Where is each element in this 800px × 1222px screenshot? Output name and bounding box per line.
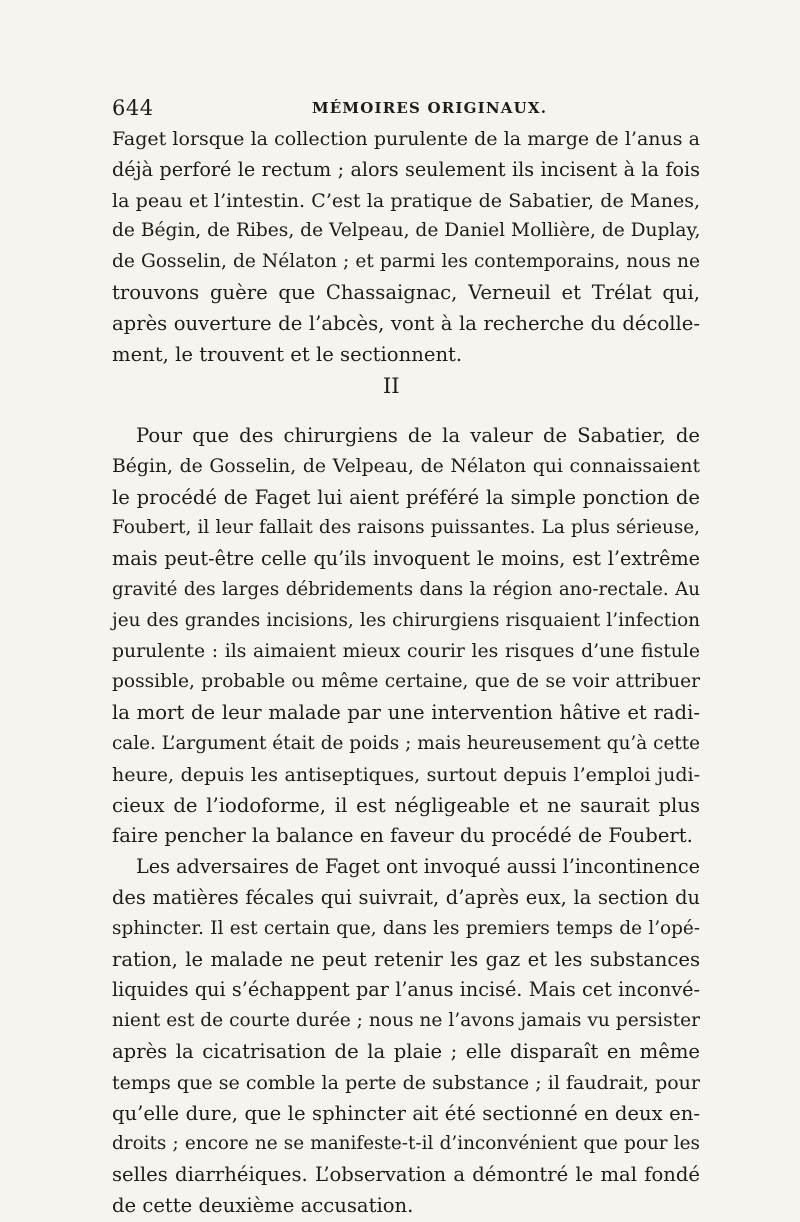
text-line: Bégin, de Gosselin, de Velpeau, de Nélaton qui connaissaient	[112, 455, 700, 477]
text-line: temps que se comble la perte de substance ; il faudrait, pour	[112, 1071, 700, 1094]
text-line: après ouverture de l’abcès, vont à la recherche du décolle-	[112, 311, 700, 335]
text-line: liquides qui s’échappent par l’anus incisé. Mais cet inconvé-	[112, 978, 700, 1002]
page-number: 644	[112, 96, 154, 120]
text-line: de cette deuxième accusation.	[112, 1193, 414, 1217]
text-line: gravité des larges débridements dans la région ano-rectale. Au	[112, 578, 700, 600]
text-line: heure, depuis les antiseptiques, surtout depuis l’emploi judi-	[112, 763, 700, 786]
text-line: Pour que des chirurgiens de la valeur de Sabatier, de	[136, 424, 700, 447]
text-line: après la cicatrisation de la plaie ; elle disparaît en même	[112, 1039, 700, 1063]
text-line: la peau et l’intestin. C’est la pratique de Sabatier, de Manes,	[112, 189, 700, 212]
text-line: purulente : ils aimaient mieux courir les risques d’une fistule	[112, 640, 700, 662]
text-line: ration, le malade ne peut retenir les gaz et les substances	[112, 947, 700, 971]
text-line: cieux de l’iodoforme, il est négligeable et ne saurait plus	[112, 793, 700, 817]
text-line: déjà perforé le rectum ; alors seulement ils incisent à la fois	[112, 157, 700, 181]
section-body	[112, 421, 700, 1222]
text-line: cale. L’argument était de poids ; mais heureusement qu’à cette	[112, 732, 700, 754]
text-line: Faget lorsque la collection purulente de la marge de l’anus a	[112, 128, 700, 150]
running-head	[112, 96, 698, 122]
text-line: de Gosselin, de Nélaton ; et parmi les contemporains, nous ne	[112, 251, 700, 273]
text-line: mais peut-être celle qu’ils invoquent le moins, est l’extrême	[112, 547, 700, 571]
text-line: jeu des grandes incisions, les chirurgiens risquaient l’infection	[112, 609, 700, 631]
text-line: sphincter. Il est certain que, dans les premiers temps de l’opé-	[112, 917, 700, 939]
text-line: selles diarrhéiques. L’observation a démontré le mal fondé	[112, 1163, 700, 1187]
text-line: Les adversaires de Faget ont invoqué aussi l’incontinence	[136, 855, 700, 879]
text-line: trouvons guère que Chassaignac, Verneuil et Trélat qui,	[112, 280, 700, 304]
text-line: faire pencher la balance en faveur du procédé de Foubert.	[112, 824, 693, 848]
section-heading: II	[383, 374, 400, 398]
text-line: des matières fécales qui suivrait, d’après eux, la section du	[112, 885, 700, 909]
text-line: qu’elle dure, que le sphincter ait été sectionné en deux en-	[112, 1101, 700, 1125]
text-line: Foubert, il leur fallait des raisons puissantes. La plus sérieuse,	[112, 517, 700, 539]
text-line: ment, le trouvent et le sectionnent.	[112, 342, 463, 366]
text-line: la mort de leur malade par une intervention hâtive et radi-	[112, 701, 700, 725]
text-line: de Bégin, de Ribes, de Velpeau, de Daniel Mollière, de Duplay,	[112, 220, 701, 242]
text-line: nient est de courte durée ; nous ne l’avons jamais vu persister	[112, 1010, 700, 1032]
running-head-title: MÉMOIRES ORIGINAUX.	[312, 99, 548, 117]
paragraph-continued	[112, 124, 700, 370]
text-line: droits ; encore ne se manifeste-t-il d’inconvénient que pour les	[112, 1133, 700, 1155]
text-line: le procédé de Faget lui aient préféré la simple ponction de	[112, 485, 700, 509]
text-line: possible, probable ou même certaine, que de se voir attribuer	[112, 671, 700, 693]
